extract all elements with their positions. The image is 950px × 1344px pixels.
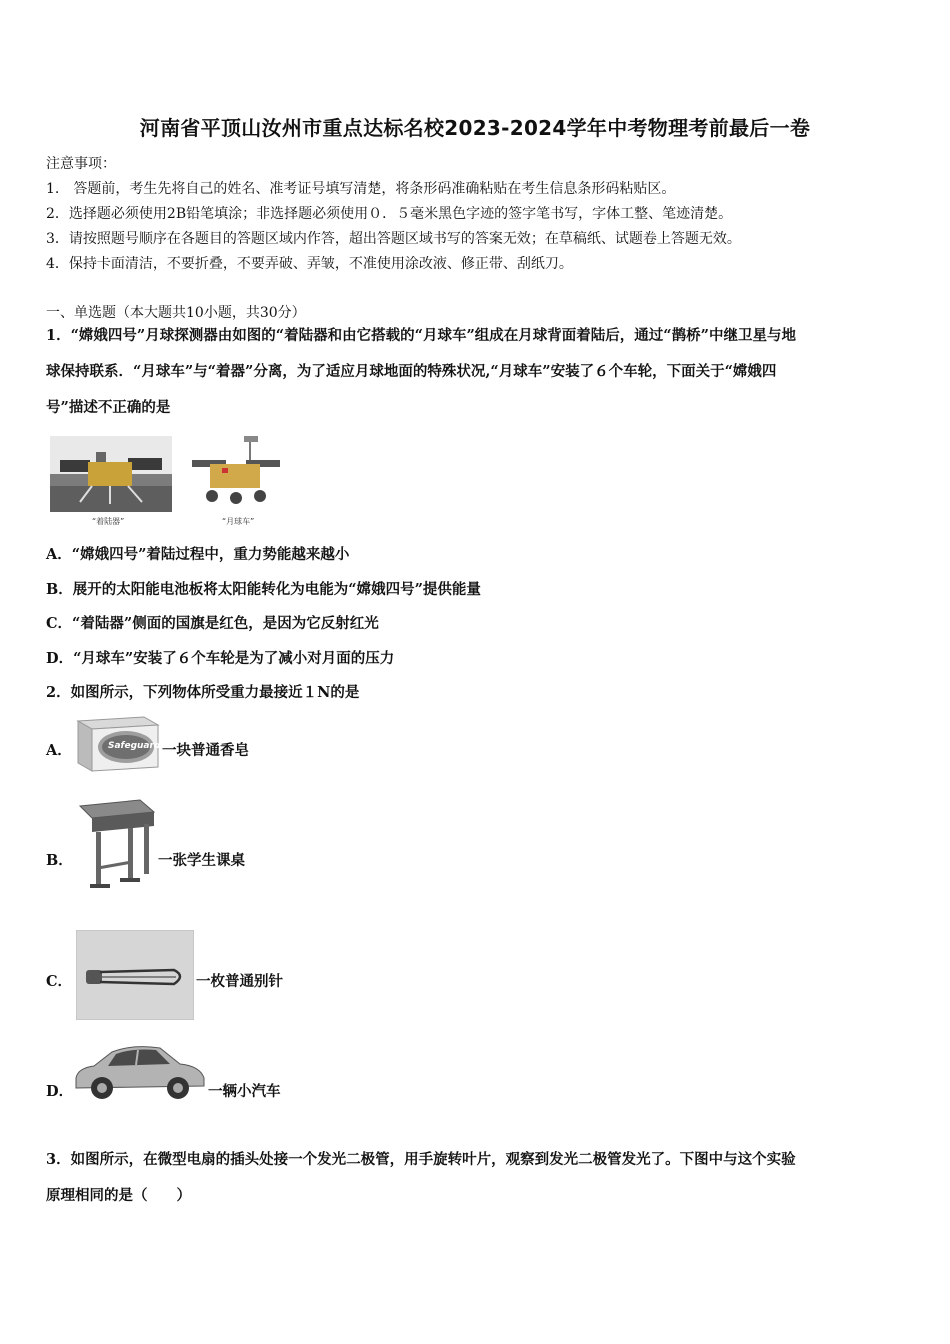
notice-item-1: 1. 答题前，考生先将自己的姓名、准考证号填写清楚，将条形码准确粘贴在考生信息条形码粘贴区。 bbox=[46, 181, 676, 197]
question-3-stem bbox=[46, 1142, 910, 1214]
section-heading: 一、单选题（本大题共10小题，共30分） bbox=[46, 305, 306, 321]
question-1-option-b: B．展开的太阳能电池板将太阳能转化为电能为“嫦娥四号”提供能量 bbox=[46, 581, 481, 598]
lander-caption: “着陆器” bbox=[92, 517, 125, 526]
question-1-line: 球保持联系．“月球车”与“着器”分离，为了适应月球地面的特殊状况,“月球车”安装了６个车轮，下面关于“嫦娥四 bbox=[46, 363, 777, 380]
notice-item-3: 3．请按照题号顺序在各题目的答题区域内作答，超出答题区域书写的答案无效；在草稿纸、试题卷上答题无效。 bbox=[46, 231, 741, 247]
notice-item-2: 2．选择题必须使用2B铅笔填涂；非选择题必须使用０．５毫米黑色字迹的签字笔书写，字体工整、笔迹清楚。 bbox=[46, 206, 733, 222]
pin-figure bbox=[76, 930, 194, 1020]
question-2-option-c-text: 一枚普通别针 bbox=[196, 973, 283, 990]
safety-pin-image bbox=[76, 930, 194, 1020]
question-2-option-c-label: C． bbox=[46, 973, 73, 990]
notice-heading: 注意事项： bbox=[46, 156, 116, 172]
question-2-stem: 2．如图所示，下列物体所受重力最接近１N的是 bbox=[46, 684, 360, 701]
rover-image bbox=[188, 434, 284, 512]
desk-figure bbox=[74, 796, 158, 894]
soap-brand-label: Safeguard bbox=[108, 741, 161, 751]
lander-image bbox=[50, 436, 172, 512]
rover-caption: “月球车” bbox=[222, 517, 255, 526]
question-1-option-d: D．“月球车”安装了６个车轮是为了减小对月面的压力 bbox=[46, 650, 395, 667]
question-1-option-a: A．“嫦娥四号”着陆过程中，重力势能越来越小 bbox=[46, 546, 350, 563]
rover-figure bbox=[188, 434, 284, 528]
lander-figure bbox=[50, 436, 172, 528]
question-2-option-b-text: 一张学生课桌 bbox=[158, 852, 245, 869]
question-3-line: 3．如图所示，在微型电扇的插头处接一个发光二极管，用手旋转叶片，观察到发光二极管发光了。下图中与这个实验 bbox=[46, 1151, 796, 1168]
soap-figure bbox=[72, 713, 162, 775]
question-1-option-c: C．“着陆器”侧面的国旗是红色，是因为它反射红光 bbox=[46, 615, 379, 632]
question-2-option-b-label: B． bbox=[46, 852, 73, 869]
car-figure bbox=[72, 1038, 208, 1104]
notice-item-4: 4．保持卡面清洁，不要折叠，不要弄破、弄皱，不准使用涂改液、修正带、刮纸刀。 bbox=[46, 256, 573, 272]
question-1-line: 号”描述不正确的是 bbox=[46, 399, 171, 416]
desk-image bbox=[74, 796, 158, 894]
question-2-option-d-label: D． bbox=[46, 1083, 74, 1100]
question-2-option-a-label: A． bbox=[46, 742, 72, 759]
car-image bbox=[72, 1038, 208, 1104]
page-title: 河南省平顶山汝州市重点达标名校2023-2024学年中考物理考前最后一卷 bbox=[139, 116, 811, 140]
question-1-stem bbox=[46, 318, 910, 426]
question-2-option-d-text: 一辆小汽车 bbox=[208, 1083, 281, 1100]
question-2-option-a-text: 一块普通香皂 bbox=[162, 742, 249, 759]
question-3-line: 原理相同的是（ ） bbox=[46, 1187, 191, 1204]
question-1-line: 1．“嫦娥四号”月球探测器由如图的“着陆器和由它搭载的“月球车”组成在月球背面着陆后，通过“鹊桥”中继卫星与地 bbox=[46, 327, 796, 344]
